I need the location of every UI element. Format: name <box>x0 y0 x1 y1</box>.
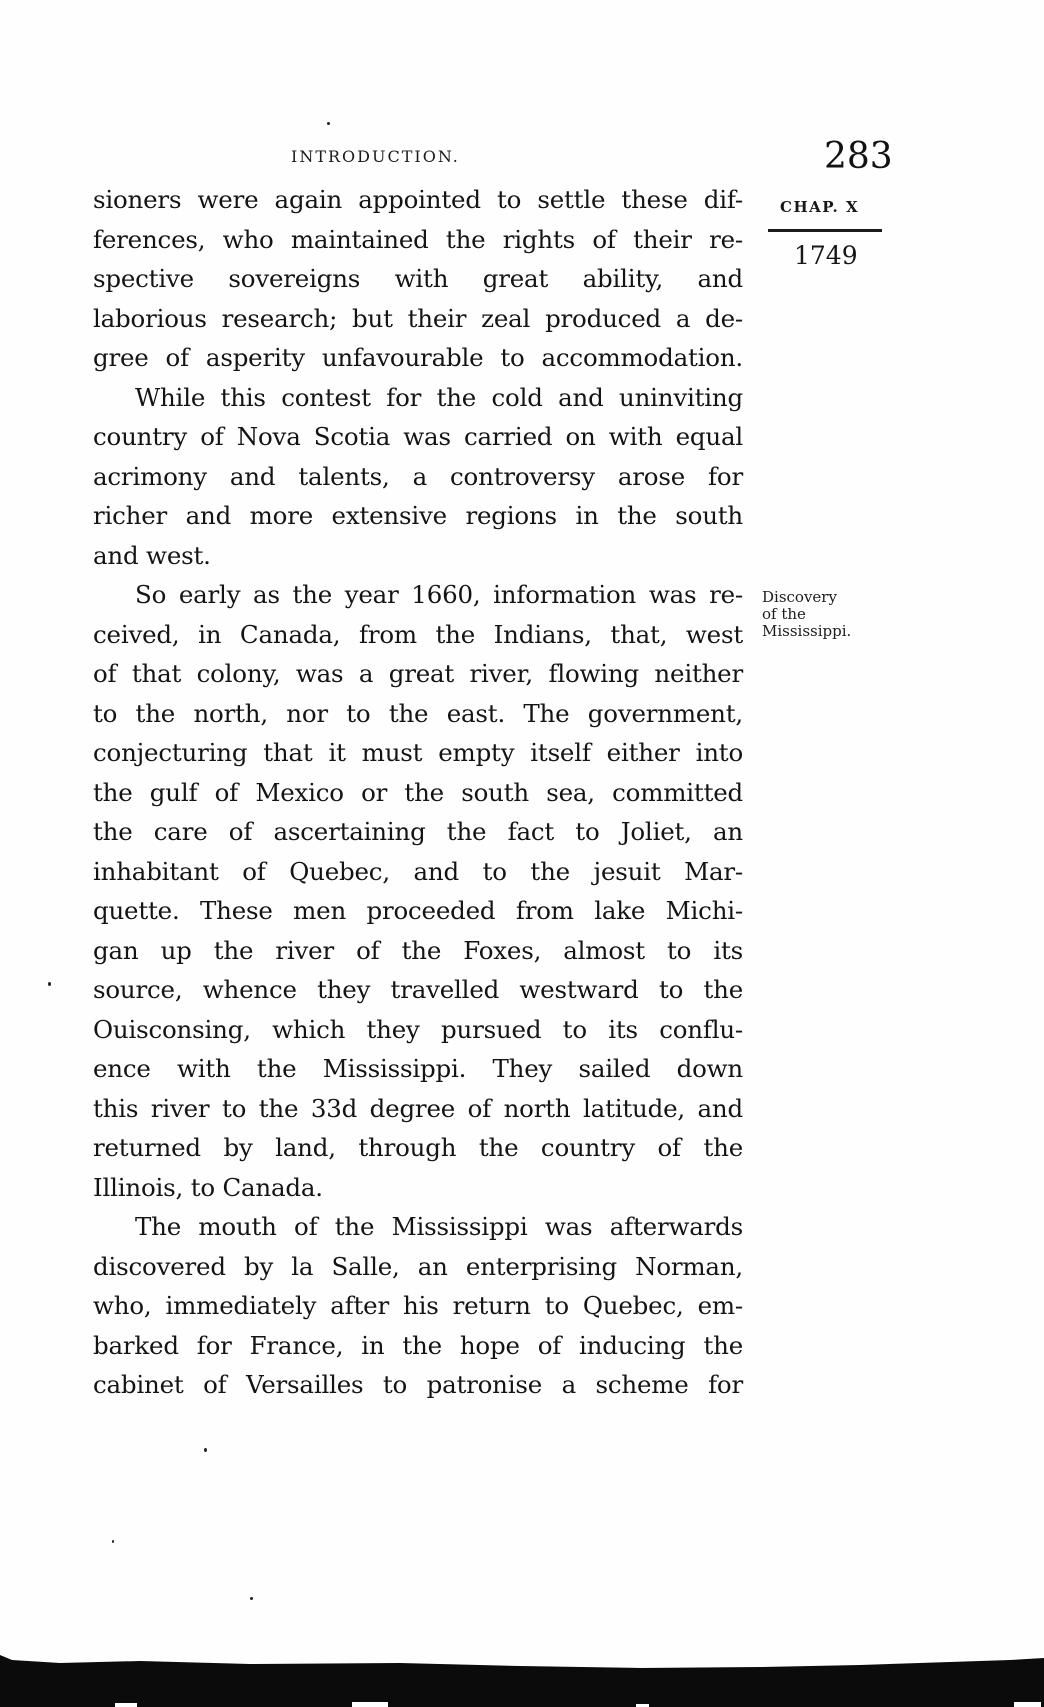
text-line: and west. <box>93 540 211 570</box>
side-note-discovery <box>762 589 882 640</box>
ink-speck <box>250 1597 253 1600</box>
side-note-line: Mississippi. <box>762 622 852 640</box>
text-line: to the north, nor to the east. The government, <box>93 698 743 728</box>
text-line: inhabitant of Quebec, and to the jesuit Mar- <box>93 856 743 886</box>
text-line: returned by land, through the country of the <box>93 1133 743 1162</box>
side-note-line: Discovery <box>762 588 837 606</box>
text-line: barked for France, in the hope of inducing the <box>93 1330 743 1360</box>
text-line: country of Nova Scotia was carried on with equal <box>93 422 743 451</box>
text-line: acrimony and talents, a controversy arose for <box>93 461 743 491</box>
text-line: ceived, in Canada, from the Indians, that, west <box>93 619 743 649</box>
text-line: the care of ascertaining the fact to Joliet, an <box>93 817 743 846</box>
text-line: sioners were again appointed to settle these dif- <box>93 185 743 214</box>
text-line: spective sovereigns with great ability, and <box>93 264 743 293</box>
text-line: ferences, who maintained the rights of their re- <box>93 224 743 254</box>
body-text <box>93 180 743 1405</box>
chapter-rule <box>768 229 882 232</box>
text-line: source, whence they travelled westward to the <box>93 975 743 1004</box>
text-line: laborious research; but their zeal produced a de- <box>93 303 743 333</box>
text-line: Ouisconsing, which they pursued to its conflu- <box>93 1014 743 1044</box>
ink-speck <box>204 1448 207 1452</box>
text-line: gan up the river of the Foxes, almost to its <box>93 935 743 965</box>
text-line: While this contest for the cold and uninviting <box>135 382 743 412</box>
text-line: this river to the 33d degree of north latitude, and <box>93 1093 743 1123</box>
ink-speck <box>327 122 330 125</box>
text-line: The mouth of the Mississippi was afterwards <box>135 1212 743 1241</box>
ink-speck <box>112 1540 114 1543</box>
text-line: ence with the Mississippi. They sailed down <box>93 1054 743 1083</box>
text-line: richer and more extensive regions in the south <box>93 501 743 530</box>
text-line: of that colony, was a great river, flowing neither <box>93 659 743 688</box>
page-title: INTRODUCTION. <box>291 147 460 166</box>
text-line: Illinois, to Canada. <box>93 1172 323 1202</box>
side-note-line: of the <box>762 605 806 623</box>
text-line: quette. These men proceeded from lake Michi- <box>93 896 743 925</box>
page-number: 283 <box>824 136 893 177</box>
text-line: who, immediately after his return to Quebec, em- <box>93 1291 743 1320</box>
ink-speck <box>48 982 51 986</box>
text-line: discovered by la Salle, an enterprising Norman, <box>93 1251 743 1281</box>
text-line: So early as the year 1660, information was re- <box>135 580 743 609</box>
text-line: cabinet of Versailles to patronise a scheme for <box>93 1370 743 1399</box>
year-label: 1749 <box>794 241 858 270</box>
chapter-heading: CHAP. X <box>780 198 860 216</box>
text-line: the gulf of Mexico or the south sea, committed <box>93 777 743 807</box>
text-line: conjecturing that it must empty itself either into <box>93 738 743 767</box>
text-line: gree of asperity unfavourable to accommodation. <box>93 343 743 372</box>
scan-edge-bar <box>0 1652 1044 1707</box>
